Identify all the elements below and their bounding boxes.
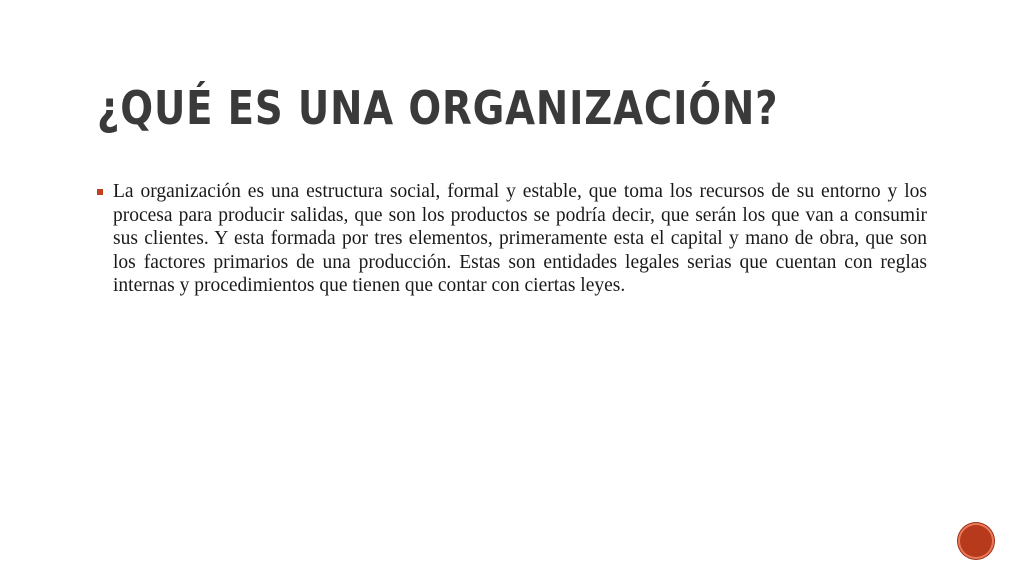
bullet-text: La organización es una estructura social, formal y estable, que toma los recursos de su entorno y los procesa para producir salidas, que son los productos se podría decir, que serán los que van a consumir sus clientes. Y esta formada por tres elementos, primeramente esta el capital y mano de obra, que son los factores primarios de una producción. Estas son entidades legales serias que cuentan con reglas internas y procedimientos que tienen que contar con ciertas leyes. (113, 181, 927, 296)
slide-title: ¿QUÉ ES UNA ORGANIZACIÓN? (97, 81, 779, 135)
square-bullet-icon (97, 189, 103, 195)
bullet-item (97, 180, 927, 298)
next-slide-button[interactable] (958, 523, 994, 559)
slide-content (97, 180, 927, 298)
